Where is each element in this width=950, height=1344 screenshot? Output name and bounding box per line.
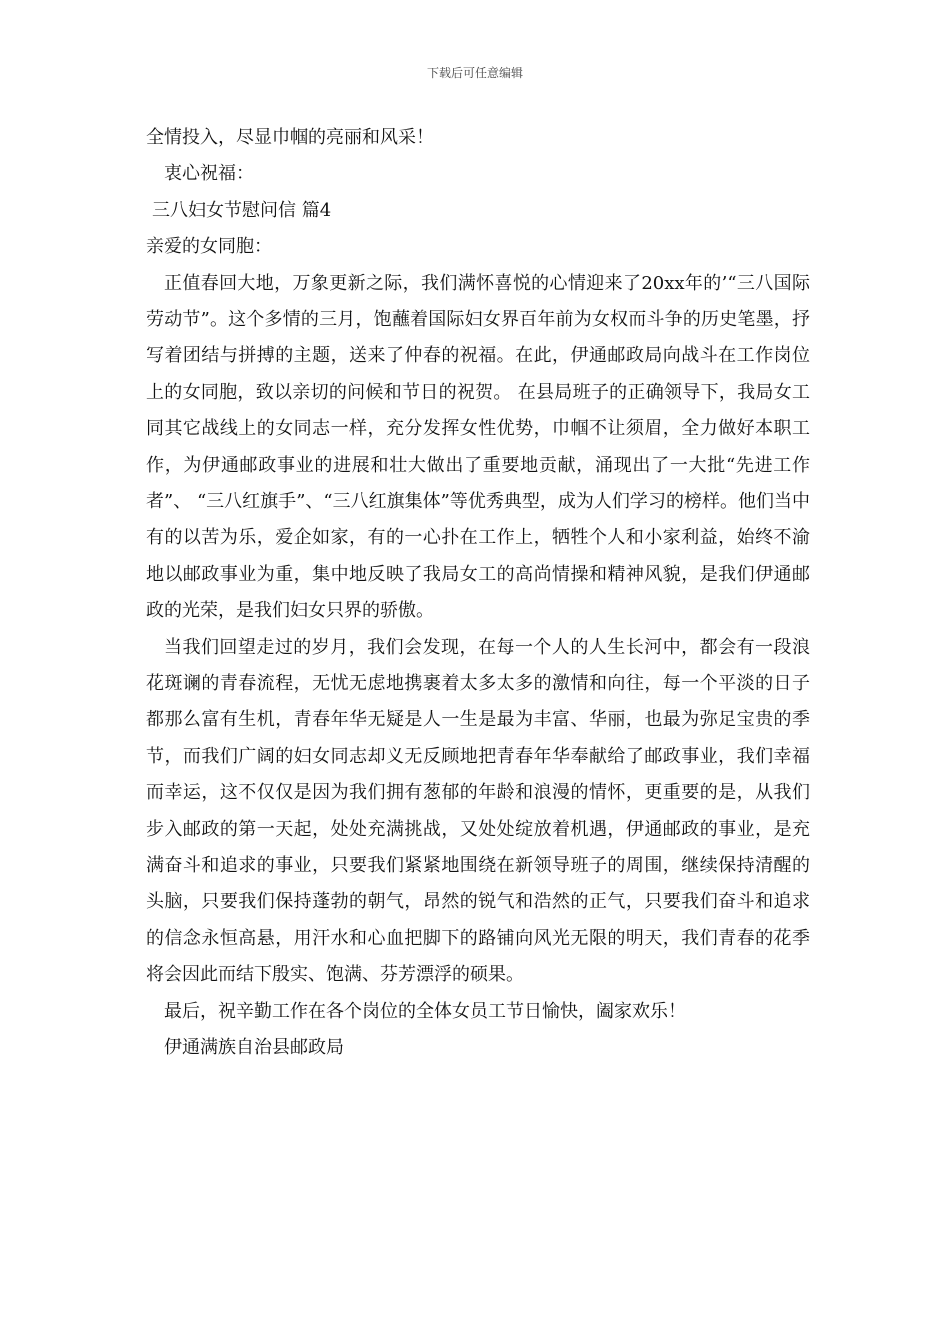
paragraph-2: 当我们回望走过的岁月，我们会发现，在每一个人的人生长河中，都会有一段浪花斑谰的青春流程，无忧无虑地携裹着太多太多的激情和向往，每一个平淡的日子都那么富有生机，青春年华无疑是人一生是最为丰富、华丽，也最为弥足宝贵的季节，而我们广阔的妇女同志却义无反顾地把青春年华奉献给了邮政事业，我们幸福而幸运，这不仅仅是因为我们拥有葱郁的年龄和浪漫的情怀，更重要的是，从我们步入邮政的第一天起，处处充满挑战，又处处绽放着机遇，伊通邮政的事业，是充满奋斗和追求的事业，只要我们紧紧地围绕在新领导班子的周围，继续保持清醒的头脑，只要我们保持蓬勃的朝气，昂然的锐气和浩然的正气，只要我们奋斗和追求的信念永恒高悬，用汗水和心血把脚下的路铺向风光无限的明天，我们青春的花季将会因此而结下殷实、饱满、芬芳漂浮的硕果。 xyxy=(146,636,810,986)
page-header-note: 下载后可任意编辑 xyxy=(426,66,523,80)
signature: 伊通满族自治县邮政局 xyxy=(164,1037,344,1059)
regards-line: 衷心祝福： xyxy=(164,163,254,185)
section-title: 三八妇女节慰问信 篇4 xyxy=(152,199,332,221)
salutation: 亲爱的女同胞： xyxy=(146,236,272,258)
paragraph-1: 正值春回大地，万象更新之际，我们满怀喜悦的心情迎来了20xx年的’“三八国际劳动节”。这个多情的三月，饱蘸着国际妇女界百年前为女权而斗争的历史笔墨，抒写着团结与拼搏的主题，送来了仲春的祝福。在此，伊通邮政局向战斗在工作岗位上的女同胞，致以亲切的问候和节日的祝贺。 在县局班子的正确领导下，我局女工同其它战线上的女同志一样，充分发挥女性优势，巾帼不让须眉，全力做好本职工作，为伊通邮政事业的进展和壮大做出了重要地贡献，涌现出了一大批“先进工作者”、 “三八红旗手”、“三八红旗集体”等优秀典型，成为人们学习的榜样。他们当中有的以苦为乐，爱企如家，有的一心扑在工作上，牺牲个人和小家利益，始终不渝地以邮政事业为重，集中地反映了我局女工的高尚情操和精神风貌，是我们伊通邮政的光荣，是我们妇女只界的骄傲。 xyxy=(146,272,810,622)
letter-body xyxy=(146,120,810,1067)
closing-line: 全情投入，尽显巾帼的亮丽和风采！ xyxy=(146,127,434,148)
paragraph-3: 最后，祝辛勤工作在各个岗位的全体女员工节日愉快，阖家欢乐！ xyxy=(164,1000,686,1022)
